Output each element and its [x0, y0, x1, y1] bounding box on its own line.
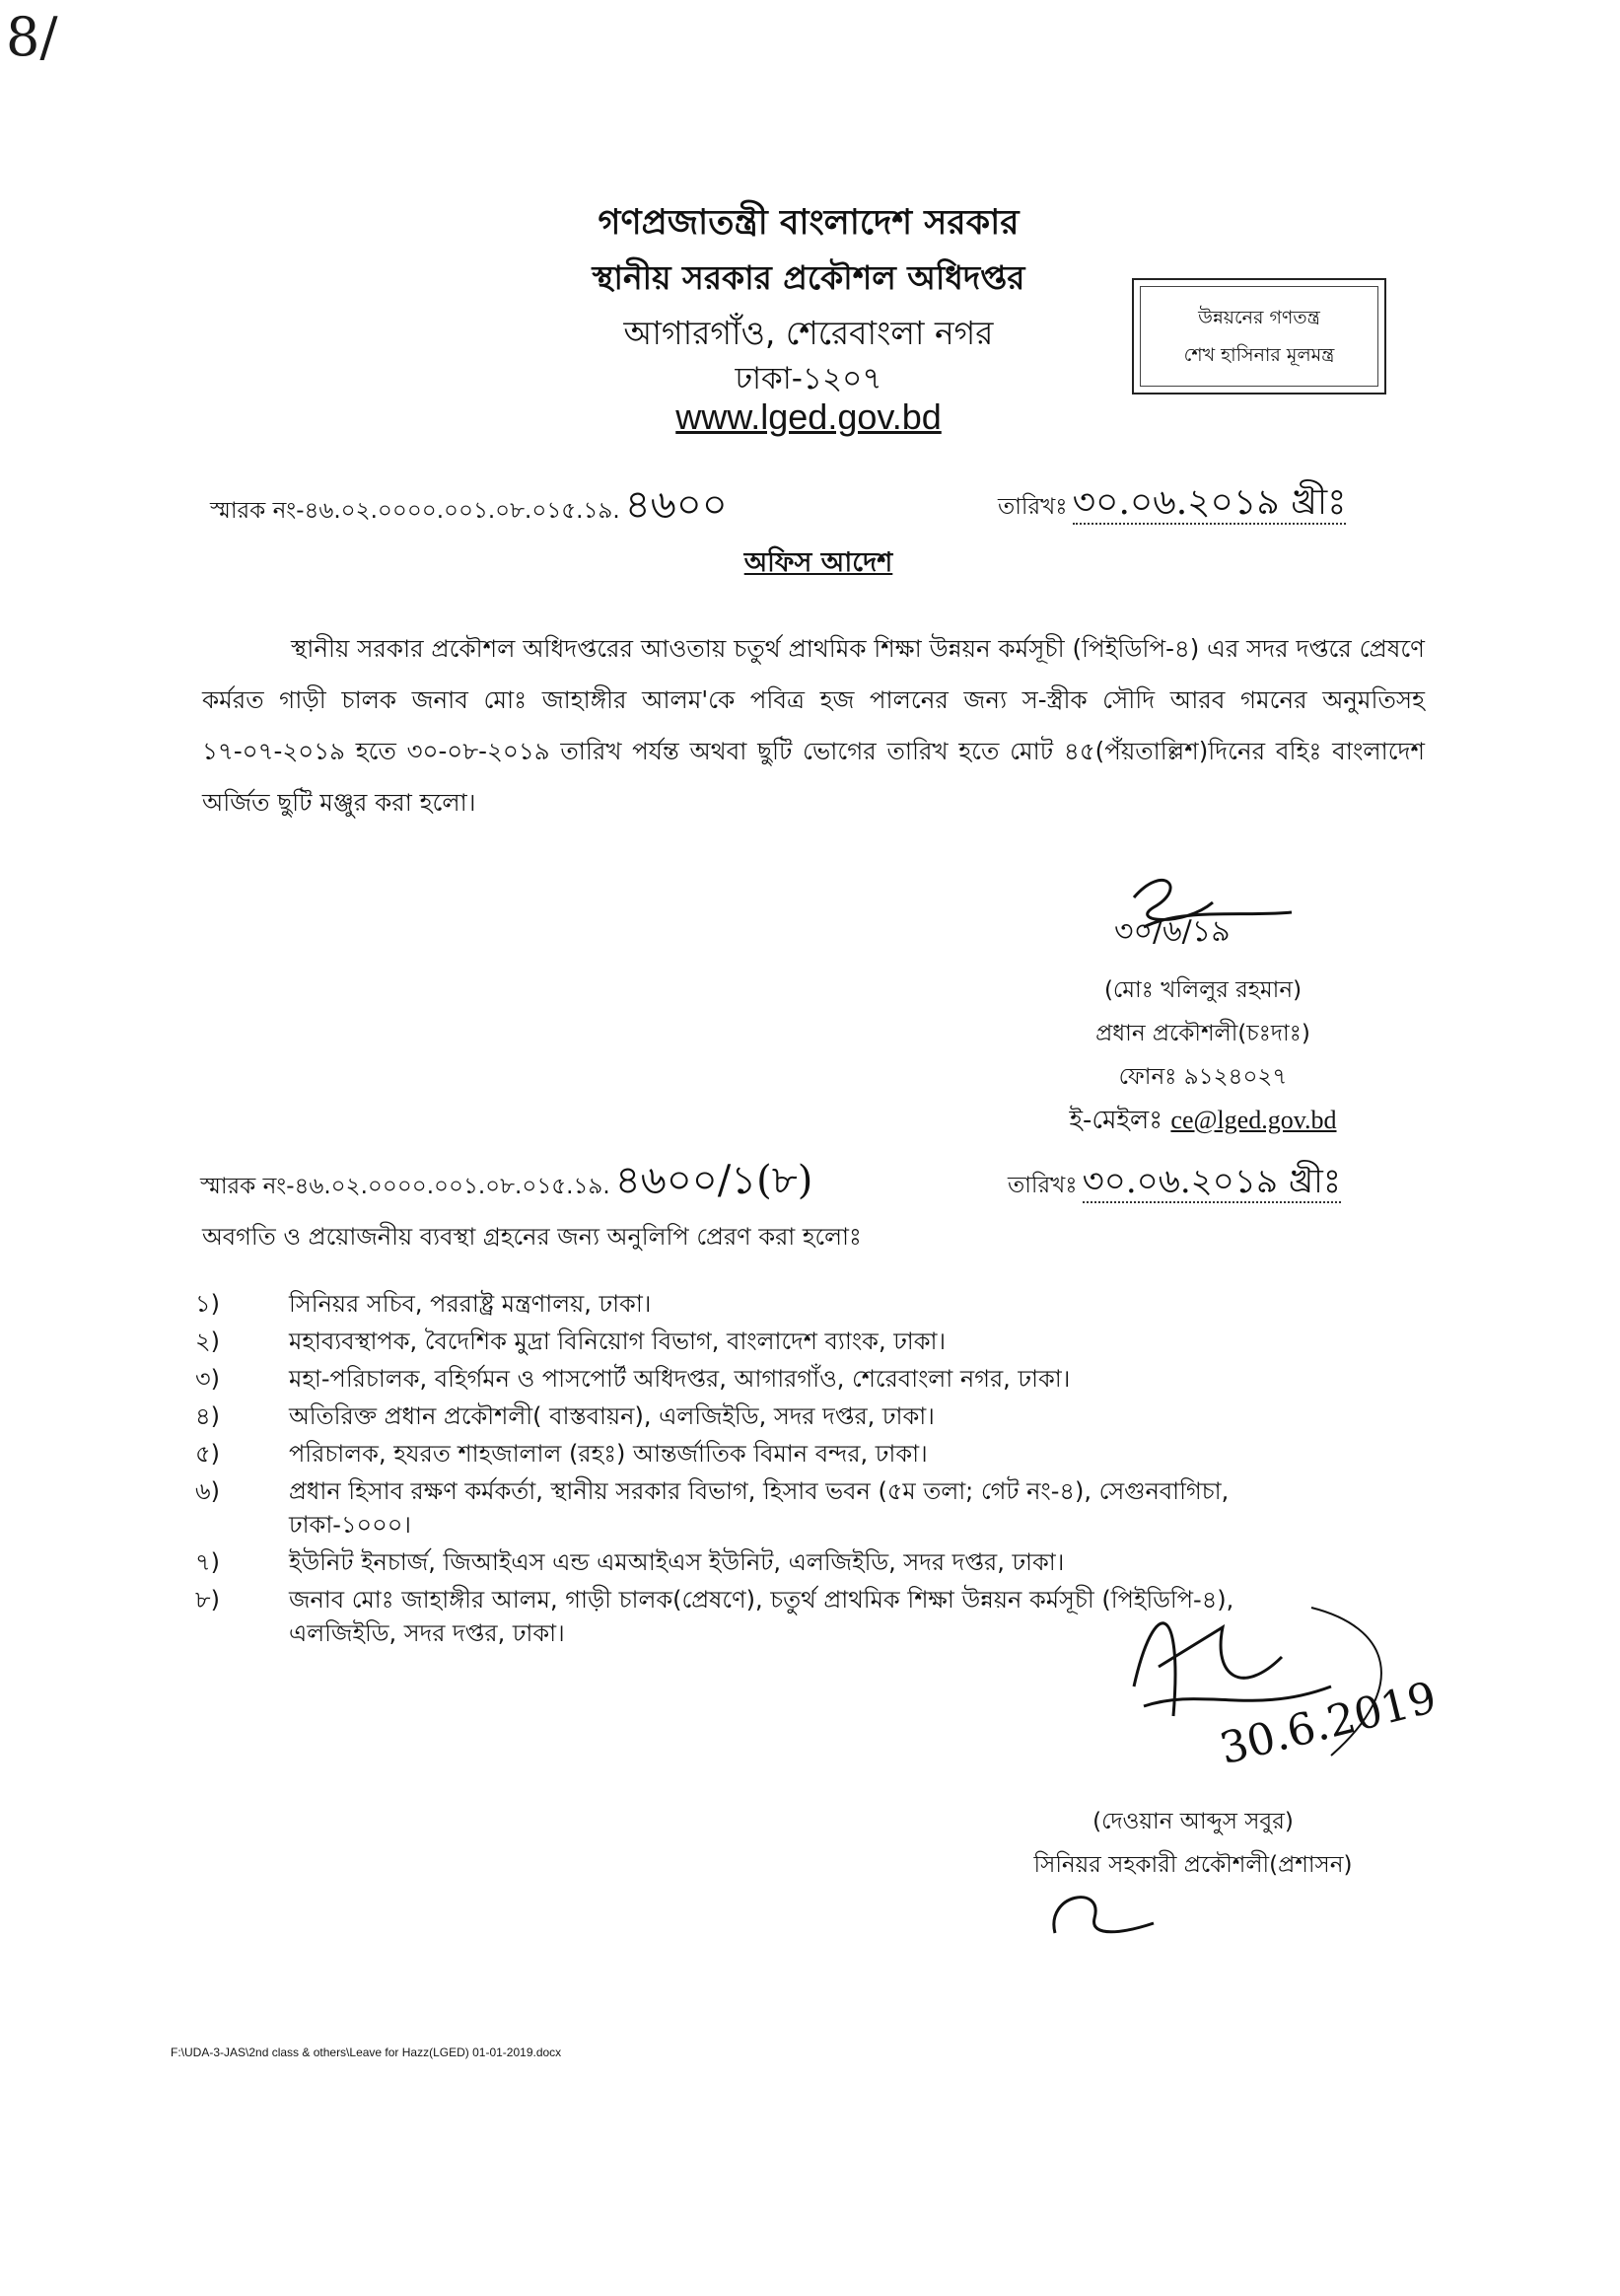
slogan-box [1132, 278, 1386, 395]
signature-2-date: 30.6.2019 [1215, 1672, 1442, 1775]
slogan-line-1: উন্নয়নের গণতন্ত্র [1198, 307, 1320, 328]
memo-date-2 [1008, 1156, 1341, 1212]
date-label: তারিখঃ [998, 494, 1068, 520]
memo-number-2-handwritten: ৪৬০০/১(৮) [614, 1158, 813, 1203]
list-item: ৮) জনাব মোঃ জাহাঙ্গীর আলম, গাড়ী চালক(প্রেষণে), চতুর্থ প্রাথমিক শিক্ষা উন্নয়ন কর্মসূচী (পিইডিপি-৪), এলজিইডি, সদর দপ্তর, ঢাকা। [195, 1586, 1234, 1647]
document-title: অফিস আদেশ [743, 547, 893, 578]
date-handwritten: ৩০.০৬.২০১৯ খ্রীঃ [1072, 482, 1347, 523]
memo-label: স্মারক নং-৪৬.০২.০০০০.০০১.০৮.০১৫.১৯. [210, 498, 620, 524]
email-link[interactable]: ce@lged.gov.bd [1170, 1106, 1337, 1134]
signatory-1-block [986, 969, 1420, 1142]
date-2-handwritten: ৩০.০৬.২০১৯ খ্রীঃ [1082, 1162, 1341, 1201]
signatory-1-designation: প্রধান প্রকৌশলী(চঃদাঃ) [1095, 1021, 1310, 1046]
slogan-line-2: শেখ হাসিনার মূলমন্ত্র [1183, 344, 1335, 366]
list-item: ৭) ইউনিট ইনচার্জ, জিআইএস এন্ড এমআইএস ইউনিট, এলজিইডি, সদর দপ্তর, ঢাকা। [195, 1548, 1065, 1576]
email-label: ই-মেইলঃ [1069, 1106, 1163, 1135]
address-line: আগারগাঁও, শেরেবাংলা নগর [623, 314, 994, 352]
city-line: ঢাকা-১২০৭ [735, 361, 882, 396]
order-body-text: স্থানীয় সরকার প্রকৌশল অধিদপ্তরের আওতায় চতুর্থ প্রাথমিক শিক্ষা উন্নয়ন কর্মসূচী (পিইডিপি-৪) এর সদর দপ্তরে প্রেষণে কর্মরত গাড়ী চালক জনাব মোঃ জাহাঙ্গীর আলম'কে পবিত্র হজ পালনের জন্য স-স্ত্রীক সৌদি আরব গমনের অনুমতিসহ ১৭-০৭-২০১৯ হতে ৩০-০৮-২০১৯ তারিখ পর্যন্ত অথবা ছুটি ভোগের তারিখ হতে মোট ৪৫(পঁয়তাল্লিশ)দিনের বহিঃ বাংলাদেশ অর্জিত ছুটি মঞ্জুর করা হলো। [202, 634, 1425, 817]
signatory-1-email-line [986, 1099, 1420, 1142]
memo-number-handwritten: ৪৬০০ [624, 482, 728, 528]
list-item: ৩) মহা-পরিচালক, বহির্গমন ও পাসপোর্ট অধিদপ্তর, আগারগাঁও, শেরেবাংলা নগর, ঢাকা। [195, 1365, 1071, 1393]
memo-label-2: স্মারক নং-৪৬.০২.০০০০.০০১.০৮.০১৫.১৯. [200, 1174, 610, 1199]
signatory-2-name: (দেওয়ান আব্দুস সবুর) [1092, 1809, 1294, 1834]
order-body [202, 623, 1425, 828]
file-path-footer: F:\UDA-3-JAS\2nd class & others\Leave for Hazz(LGED) 01-01-2019.docx [171, 2045, 562, 2059]
copy-intro: অবগতি ও প্রয়োজনীয় ব্যবস্থা গ্রহনের জন্য অনুলিপি প্রেরণ করা হলোঃ [202, 1223, 862, 1251]
page-number-mark: 8/ [6, 6, 58, 68]
list-item: ৫) পরিচালক, হযরত শাহজালাল (রহঃ) আন্তর্জাতিক বিমান বন্দর, ঢাকা। [195, 1440, 928, 1468]
signature-1-date: ৩০/৬/১৯ [1114, 914, 1231, 949]
signatory-2-designation: সিনিয়র সহকারী প্রকৌশলী(প্রশাসন) [1033, 1852, 1353, 1878]
signatory-1-name: (মোঃ খলিলুর রহমান) [1103, 977, 1303, 1003]
list-item: ১) সিনিয়র সচিব, পররাষ্ট্র মন্ত্রণালয়, ঢাকা। [195, 1290, 652, 1318]
memo-reference-2 [200, 1149, 812, 1215]
signatory-1-phone: ফোনঃ ৯১২৪০২৭ [1118, 1064, 1288, 1090]
memo-reference [210, 473, 728, 539]
signatory-2-block [976, 1800, 1410, 1887]
list-item: ৪) অতিরিক্ত প্রধান প্রকৌশলী( বাস্তবায়ন), এলজিইডি, সদর দপ্তর, ঢাকা। [195, 1402, 935, 1430]
website-link[interactable]: www.lged.gov.bd [675, 396, 942, 437]
memo-date [998, 475, 1346, 535]
list-item: ৬) প্রধান হিসাব রক্ষণ কর্মকর্তা, স্থানীয় সরকার বিভাগ, হিসাব ভবন (৫ম তলা; গেট নং-৪), সেগুনবাগিচা, ঢাকা-১০০০। [195, 1477, 1230, 1539]
list-item: ২) মহাব্যবস্থাপক, বৈদেশিক মুদ্রা বিনিয়োগ বিভাগ, বাংলাদেশ ব্যাংক, ঢাকা। [195, 1327, 947, 1355]
govt-name: গণপ্রজাতন্ত্রী বাংলাদেশ সরকার [598, 203, 1020, 243]
department-name: স্থানীয় সরকার প্রকৌশল অধিদপ্তর [592, 258, 1025, 297]
date-label-2: তারিখঃ [1008, 1173, 1078, 1198]
